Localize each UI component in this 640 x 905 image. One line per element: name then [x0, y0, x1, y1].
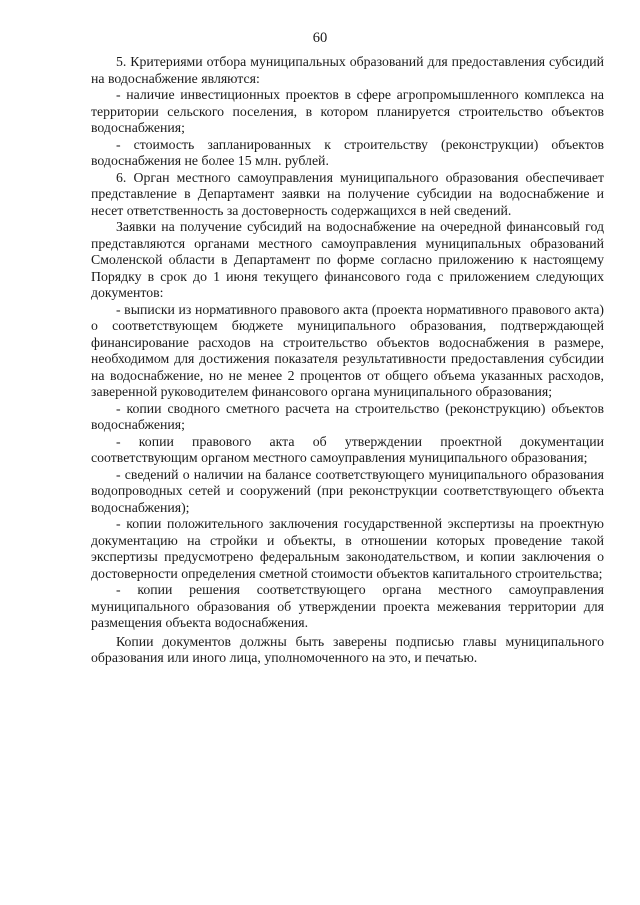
- criteria-item-investment-projects: - наличие инвестиционных проектов в сфере агропромышленного комплекса на территории сельского поселения, в котором планируется строительство объектов водоснабжения;: [91, 87, 604, 135]
- paragraph-application-submission: 6. Орган местного самоуправления муниципального образования обеспечивает представление в Департамент заявки на получение субсидии на водоснабжение и несет ответственность за достоверность содержащихся в ней сведений.: [91, 169, 604, 218]
- document-item-project-approval-act: - копии правового акта об утверждении проектной документации соответствующим органом местного самоуправления муниципального образования;: [91, 433, 604, 465]
- document-item-survey-decision: - копии решения соответствующего органа местного самоуправления муниципального образования об утверждении проекта межевания территории для размещения объекта водоснабжения.: [91, 582, 604, 630]
- document-body: [91, 54, 604, 667]
- document-item-budget-extract: - выписки из нормативного правового акта (проекта нормативного правового акта) о соответствующем бюджете муниципального образования, подтверждающей финансирование расходов на строительство объектов водоснабжения в размере, необходимом для достижения показателя результативности предоставления субсидии на водоснабжение, но не менее 2 процентов от общего объема указанных расходов, заверенной руководителем финансового органа муниципального образования;: [91, 301, 604, 399]
- paragraph-application-deadline: Заявки на получение субсидий на водоснабжение на очередной финансовый год представляются органами местного самоуправления муниципальных образований Смоленской области в Департамент по форме согласно приложению к настоящему Порядку в срок до 1 июня текущего финансового года с приложением следующих документов:: [91, 219, 604, 300]
- document-item-expert-conclusion: - копии положительного заключения государственной экспертизы на проектную документацию на стройки и объекты, в отношении которых проведение такой экспертизы предусмотрено федеральным законодательством, и копии заключения о достоверности определения сметной стоимости объектов капитального строительства;: [91, 516, 604, 581]
- document-item-balance-info: - сведений о наличии на балансе соответствующего муниципального образования водопроводных сетей и сооружений (при реконструкции соответствующего объекта водоснабжения);: [91, 466, 604, 515]
- criteria-item-cost-limit: - стоимость запланированных к строительству (реконструкции) объектов водоснабжения не более 15 млн. рублей.: [91, 136, 604, 168]
- paragraph-criteria: 5. Критериями отбора муниципальных образований для предоставления субсидий на водоснабжение являются:: [91, 54, 604, 86]
- paragraph-certification: Копии документов должны быть заверены подписью главы муниципального образования или иного лица, уполномоченного на это, и печатью.: [91, 633, 604, 665]
- page-number: 60: [312, 30, 328, 46]
- document-item-cost-estimate: - копии сводного сметного расчета на строительство (реконструкцию) объектов водоснабжения;: [91, 400, 604, 432]
